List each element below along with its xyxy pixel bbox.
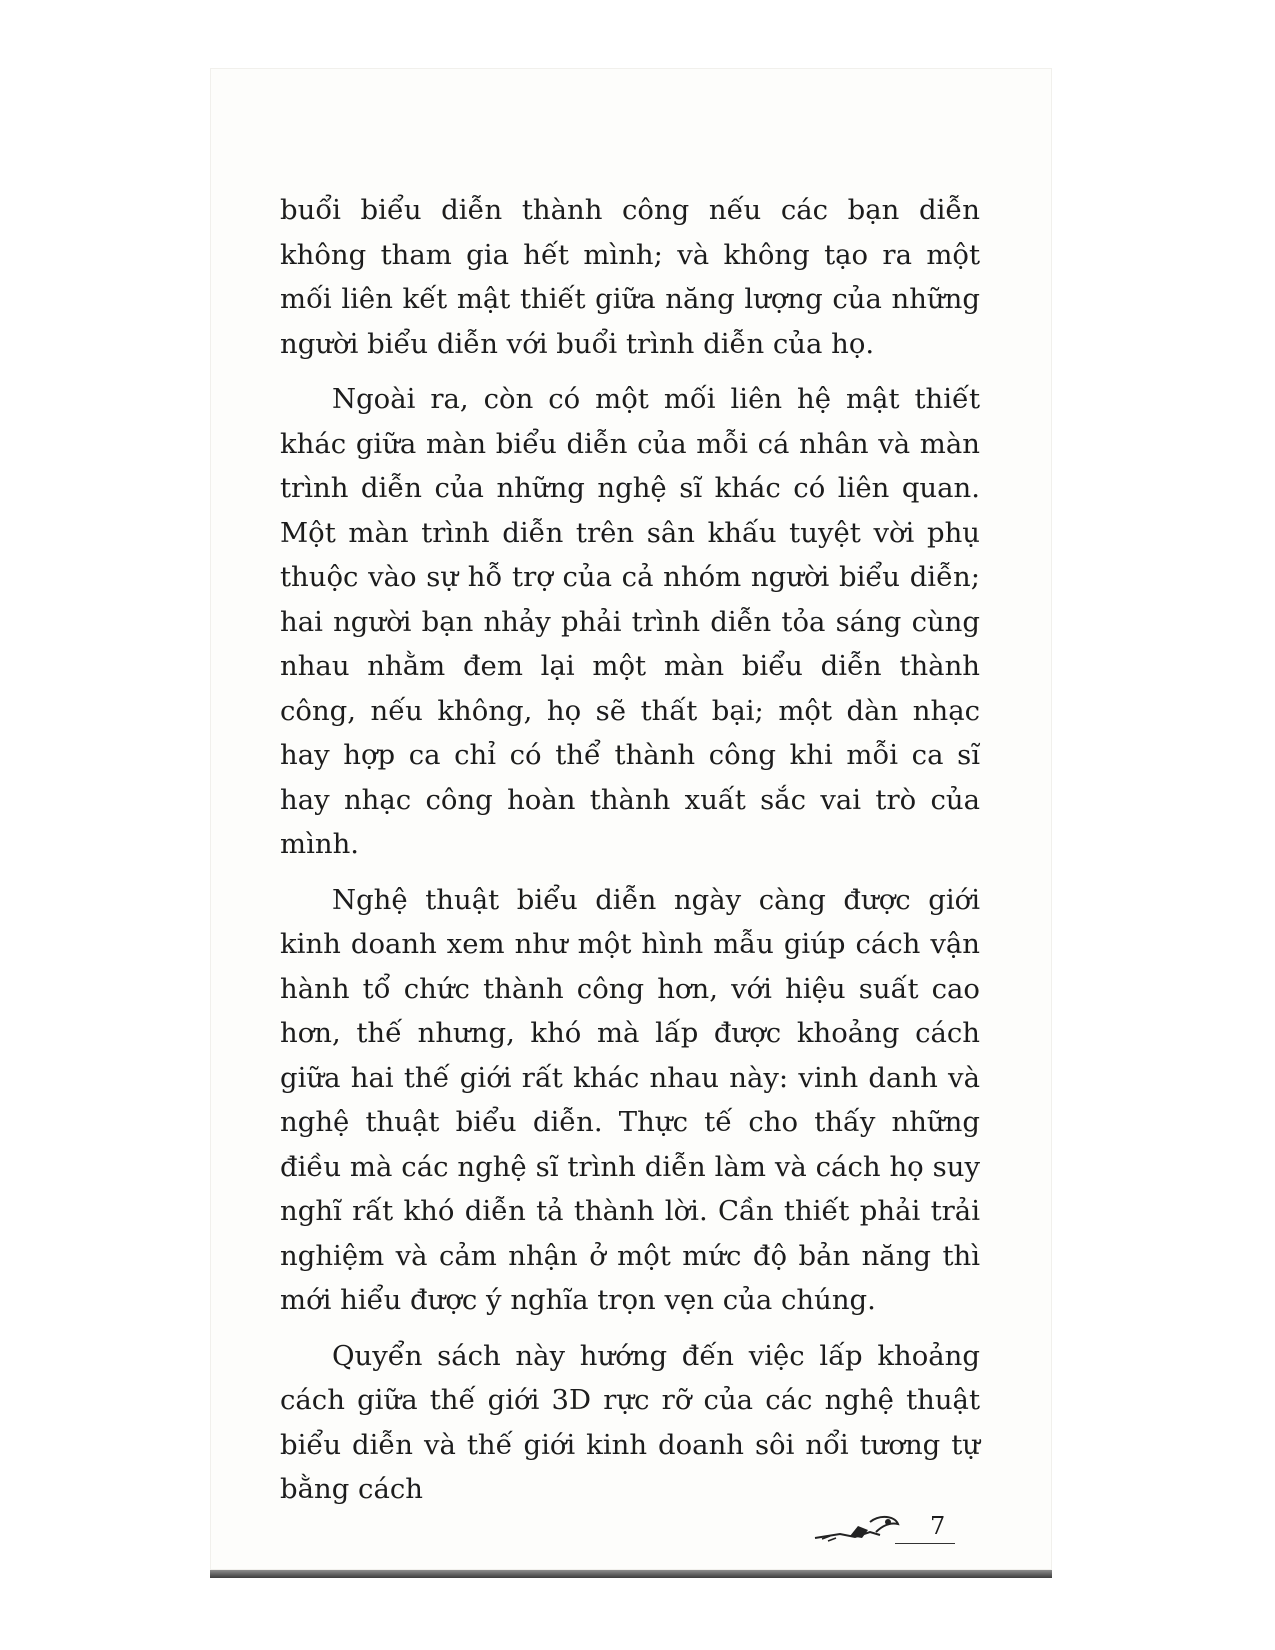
footer-rule [895, 1543, 955, 1544]
paragraph: Ngoài ra, còn có một mối liên hệ mật thiết khác giữa màn biểu diễn của mỗi cá nhân và màn trình diễn của những nghệ sĩ khác có liên quan. Một màn trình diễn trên sân khấu tuyệt vời phụ thuộc vào sự hỗ trợ của cả nhóm người biểu diễn; hai người bạn nhảy phải trình diễn tỏa sáng cùng nhau nhằm đem lại một màn biểu diễn thành công, nếu không, họ sẽ thất bại; một dàn nhạc hay hợp ca chỉ có thể thành công khi mỗi ca sĩ hay nhạc công hoàn thành xuất sắc vai trò của mình. [280, 383, 980, 860]
dancer-ornament-icon [810, 1508, 920, 1548]
paragraph-continuation: buổi biểu diễn thành công nếu các bạn diễn không tham gia hết mình; và không tạo ra một mối liên kết mật thiết giữa năng lượng của những người biểu diễn với buổi trình diễn của họ. [280, 194, 980, 360]
page-footer [810, 1508, 990, 1548]
book-page [210, 68, 1052, 1570]
page-bottom-edge [210, 1570, 1052, 1578]
body-text [280, 188, 980, 1523]
page-number: 7 [930, 1512, 946, 1540]
paragraph: Nghệ thuật biểu diễn ngày càng được giới kinh doanh xem như một hình mẫu giúp cách vận hành tổ chức thành công hơn, với hiệu suất cao hơn, thế nhưng, khó mà lấp được khoảng cách giữa hai thế giới rất khác nhau này: vinh danh và nghệ thuật biểu diễn. Thực tế cho thấy những điều mà các nghệ sĩ trình diễn làm và cách họ suy nghĩ rất khó diễn tả thành lời. Cần thiết phải trải nghiệm và cảm nhận ở một mức độ bản năng thì mới hiểu được ý nghĩa trọn vẹn của chúng. [280, 883, 980, 1316]
paragraph: Quyển sách này hướng đến việc lấp khoảng cách giữa thế giới 3D rực rỡ của các nghệ thuật biểu diễn và thế giới kinh doanh sôi nổi tương tự bằng cách [280, 1339, 980, 1505]
